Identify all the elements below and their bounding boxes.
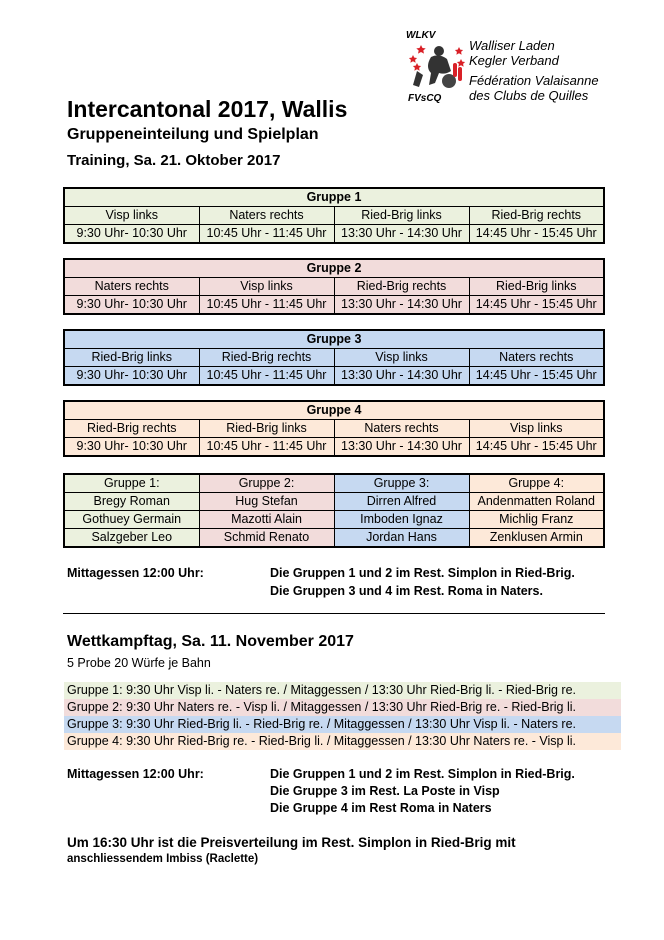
member-cell: Dirren Alfred [334,493,469,511]
prize-giving-note: Um 16:30 Uhr ist die Preisverteilung im Rest. Simplon in Ried-Brig mit [67,835,516,850]
training-date: Training, Sa. 21. Oktober 2017 [67,152,281,169]
skittle-player-emblem-icon [409,41,467,93]
logo-abbr-bottom: FVsCQ [408,93,442,104]
page-title: Intercantonal 2017, Wallis [67,96,348,122]
group-title: Gruppe 3 [64,330,604,349]
logo-line-1: Walliser Laden [469,38,555,53]
time-cell: 9:30 Uhr- 10:30 Uhr [64,438,199,457]
time-cell: 10:45 Uhr - 11:45 Uhr [199,296,334,315]
lane-cell: Ried-Brig links [64,349,199,367]
time-cell: 10:45 Uhr - 11:45 Uhr [199,367,334,386]
time-cell: 14:45 Uhr - 15:45 Uhr [469,438,604,457]
members-header: Gruppe 3: [334,474,469,493]
training-table-gruppe-3 [63,329,605,386]
members-header: Gruppe 1: [64,474,199,493]
lane-cell: Naters rechts [469,349,604,367]
member-cell: Salzgeber Leo [64,529,199,548]
members-header: Gruppe 2: [199,474,334,493]
training-lunch-line-1: Die Gruppen 1 und 2 im Rest. Simplon in Ried-Brig. [270,566,575,580]
time-cell: 14:45 Uhr - 15:45 Uhr [469,296,604,315]
training-table-gruppe-4 [63,400,605,457]
time-cell: 14:45 Uhr - 15:45 Uhr [469,225,604,244]
time-cell: 14:45 Uhr - 15:45 Uhr [469,367,604,386]
logo-text-french [469,73,599,103]
competition-lunch-line-2: Die Gruppe 3 im Rest. La Poste in Visp [270,784,500,798]
lane-cell: Ried-Brig rechts [64,420,199,438]
logo-abbr-top: WLKV [406,30,436,41]
schedule-row-gruppe-1: Gruppe 1: 9:30 Uhr Visp li. - Naters re. / Mitaggessen / 13:30 Uhr Ried-Brig li. - Ried-Brig re. [64,682,621,699]
lane-cell: Ried-Brig links [469,278,604,296]
lane-cell: Naters rechts [199,207,334,225]
lane-cell: Visp links [469,420,604,438]
table-row [64,511,604,529]
section-divider [63,613,605,614]
lane-cell: Naters rechts [334,420,469,438]
page-subtitle: Gruppeneinteilung und Spielplan [67,126,319,143]
time-cell: 10:45 Uhr - 11:45 Uhr [199,438,334,457]
table-row [64,529,604,548]
member-cell: Andenmatten Roland [469,493,604,511]
training-table-gruppe-2 [63,258,605,315]
lane-cell: Naters rechts [64,278,199,296]
schedule-row-gruppe-3: Gruppe 3: 9:30 Uhr Ried-Brig li. - Ried-Brig re. / Mitaggessen / 13:30 Uhr Visp li. - Naters re. [64,716,621,733]
lane-cell: Ried-Brig links [334,207,469,225]
competition-lunch-label: Mittagessen 12:00 Uhr: [67,767,204,781]
member-cell: Gothuey Germain [64,511,199,529]
member-cell: Jordan Hans [334,529,469,548]
group-title: Gruppe 4 [64,401,604,420]
schedule-row-gruppe-4: Gruppe 4: 9:30 Uhr Ried-Brig re. - Ried-Brig li. / Mitaggessen / 13:30 Uhr Naters re. - Visp li. [64,733,621,750]
group-title: Gruppe 2 [64,259,604,278]
member-cell: Imboden Ignaz [334,511,469,529]
time-cell: 13:30 Uhr - 14:30 Uhr [334,438,469,457]
group-title: Gruppe 1 [64,188,604,207]
lane-cell: Ried-Brig rechts [469,207,604,225]
competition-lunch-line-1: Die Gruppen 1 und 2 im Rest. Simplon in Ried-Brig. [270,767,575,781]
logo-line-3: Fédération Valaisanne [469,73,599,88]
time-cell: 9:30 Uhr- 10:30 Uhr [64,225,199,244]
logo-line-2: Kegler Verband [469,53,559,68]
time-cell: 13:30 Uhr - 14:30 Uhr [334,296,469,315]
member-cell: Mazotti Alain [199,511,334,529]
lane-cell: Visp links [199,278,334,296]
competition-title: Wettkampftag, Sa. 11. November 2017 [67,633,354,650]
time-cell: 9:30 Uhr- 10:30 Uhr [64,296,199,315]
time-cell: 13:30 Uhr - 14:30 Uhr [334,367,469,386]
members-header: Gruppe 4: [469,474,604,493]
lane-cell: Ried-Brig links [199,420,334,438]
competition-subtitle: 5 Probe 20 Würfe je Bahn [67,656,211,670]
member-cell: Bregy Roman [64,493,199,511]
logo-text-german [469,38,559,68]
group-members-table [63,473,605,548]
member-cell: Michlig Franz [469,511,604,529]
lane-cell: Ried-Brig rechts [199,349,334,367]
logo-line-4: des Clubs de Quilles [469,88,589,103]
wlkv-logo [405,27,610,105]
lane-cell: Visp links [334,349,469,367]
table-row [64,493,604,511]
time-cell: 13:30 Uhr - 14:30 Uhr [334,225,469,244]
schedule-row-gruppe-2: Gruppe 2: 9:30 Uhr Naters re. - Visp li. / Mitaggessen / 13:30 Uhr Ried-Brig re. - Ried-Brig li. [64,699,621,716]
member-cell: Schmid Renato [199,529,334,548]
lane-cell: Visp links [64,207,199,225]
time-cell: 10:45 Uhr - 11:45 Uhr [199,225,334,244]
competition-lunch-line-3: Die Gruppe 4 im Rest Roma in Naters [270,801,492,815]
member-cell: Hug Stefan [199,493,334,511]
training-lunch-line-2: Die Gruppen 3 und 4 im Rest. Roma in Naters. [270,584,543,598]
lane-cell: Ried-Brig rechts [334,278,469,296]
member-cell: Zenklusen Armin [469,529,604,548]
prize-giving-note-continued: anschliessendem Imbiss (Raclette) [67,853,259,865]
time-cell: 9:30 Uhr- 10:30 Uhr [64,367,199,386]
training-lunch-label: Mittagessen 12:00 Uhr: [67,566,204,580]
training-table-gruppe-1 [63,187,605,244]
